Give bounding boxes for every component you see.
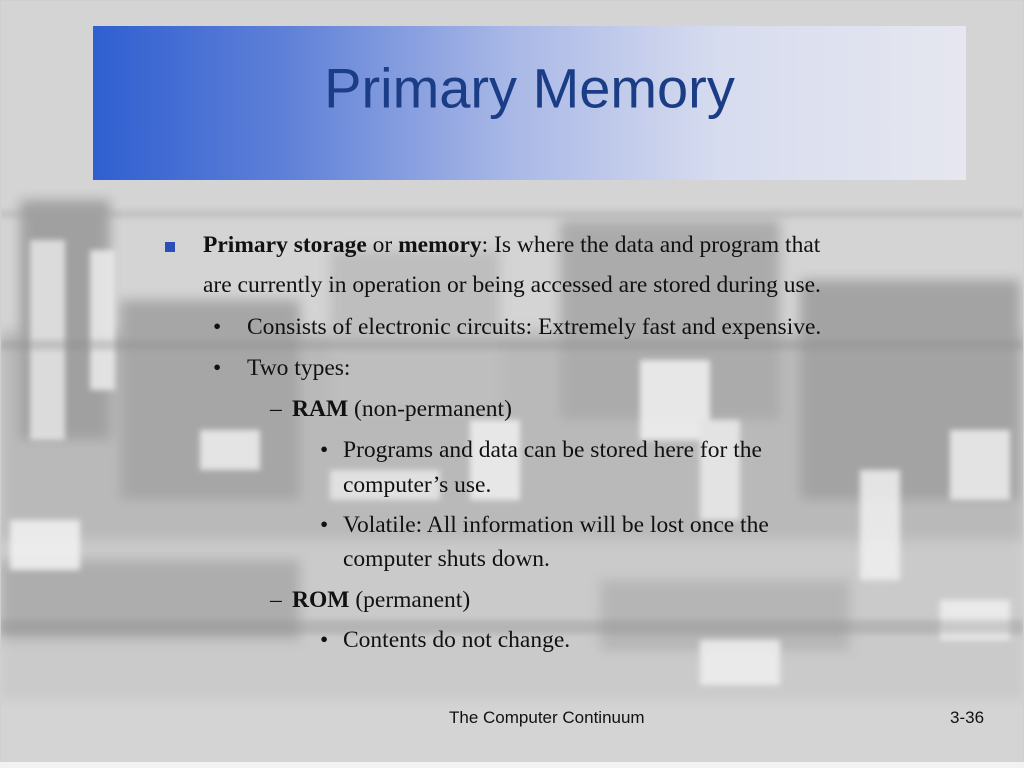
footer-title: The Computer Continuum bbox=[449, 708, 645, 727]
dash-bullet-icon: – bbox=[270, 587, 282, 613]
ram-point-1-line-2: computer’s use. bbox=[343, 472, 492, 498]
term-joiner: or bbox=[366, 232, 399, 258]
dot-bullet-icon: • bbox=[320, 627, 329, 653]
main-bullet-line-1 bbox=[203, 232, 820, 259]
dot-bullet-icon: • bbox=[213, 314, 222, 340]
main-bullet-line-2: are currently in operation or being accessed are stored during use. bbox=[203, 272, 821, 298]
sub-bullet-circuits: Consists of electronic circuits: Extremely fast and expensive. bbox=[247, 314, 822, 340]
square-bullet-icon bbox=[165, 242, 175, 252]
dot-bullet-icon: • bbox=[320, 437, 329, 463]
ram-label: RAM bbox=[292, 396, 349, 422]
ram-heading bbox=[292, 396, 512, 423]
ram-point-1-line-1: Programs and data can be stored here for the bbox=[343, 437, 762, 463]
term-primary-storage: Primary storage bbox=[203, 232, 367, 258]
dash-bullet-icon: – bbox=[270, 396, 282, 422]
term-memory: memory bbox=[398, 232, 482, 258]
sub-bullet-two-types: Two types: bbox=[247, 355, 351, 381]
main-bullet-text-1: : Is where the data and program that bbox=[481, 232, 821, 258]
rom-point-1: Contents do not change. bbox=[343, 627, 571, 653]
rom-desc: (permanent) bbox=[349, 587, 471, 613]
ram-point-2-line-2: computer shuts down. bbox=[343, 546, 550, 572]
rom-heading bbox=[292, 587, 470, 614]
ram-desc: (non-permanent) bbox=[348, 396, 512, 422]
dot-bullet-icon: • bbox=[213, 355, 222, 381]
ram-point-2-line-1: Volatile: All information will be lost once the bbox=[343, 512, 769, 538]
slide-number: 3-36 bbox=[950, 708, 985, 727]
slide-title: Primary Memory bbox=[324, 56, 735, 120]
rom-label: ROM bbox=[292, 587, 350, 613]
dot-bullet-icon: • bbox=[320, 512, 329, 538]
